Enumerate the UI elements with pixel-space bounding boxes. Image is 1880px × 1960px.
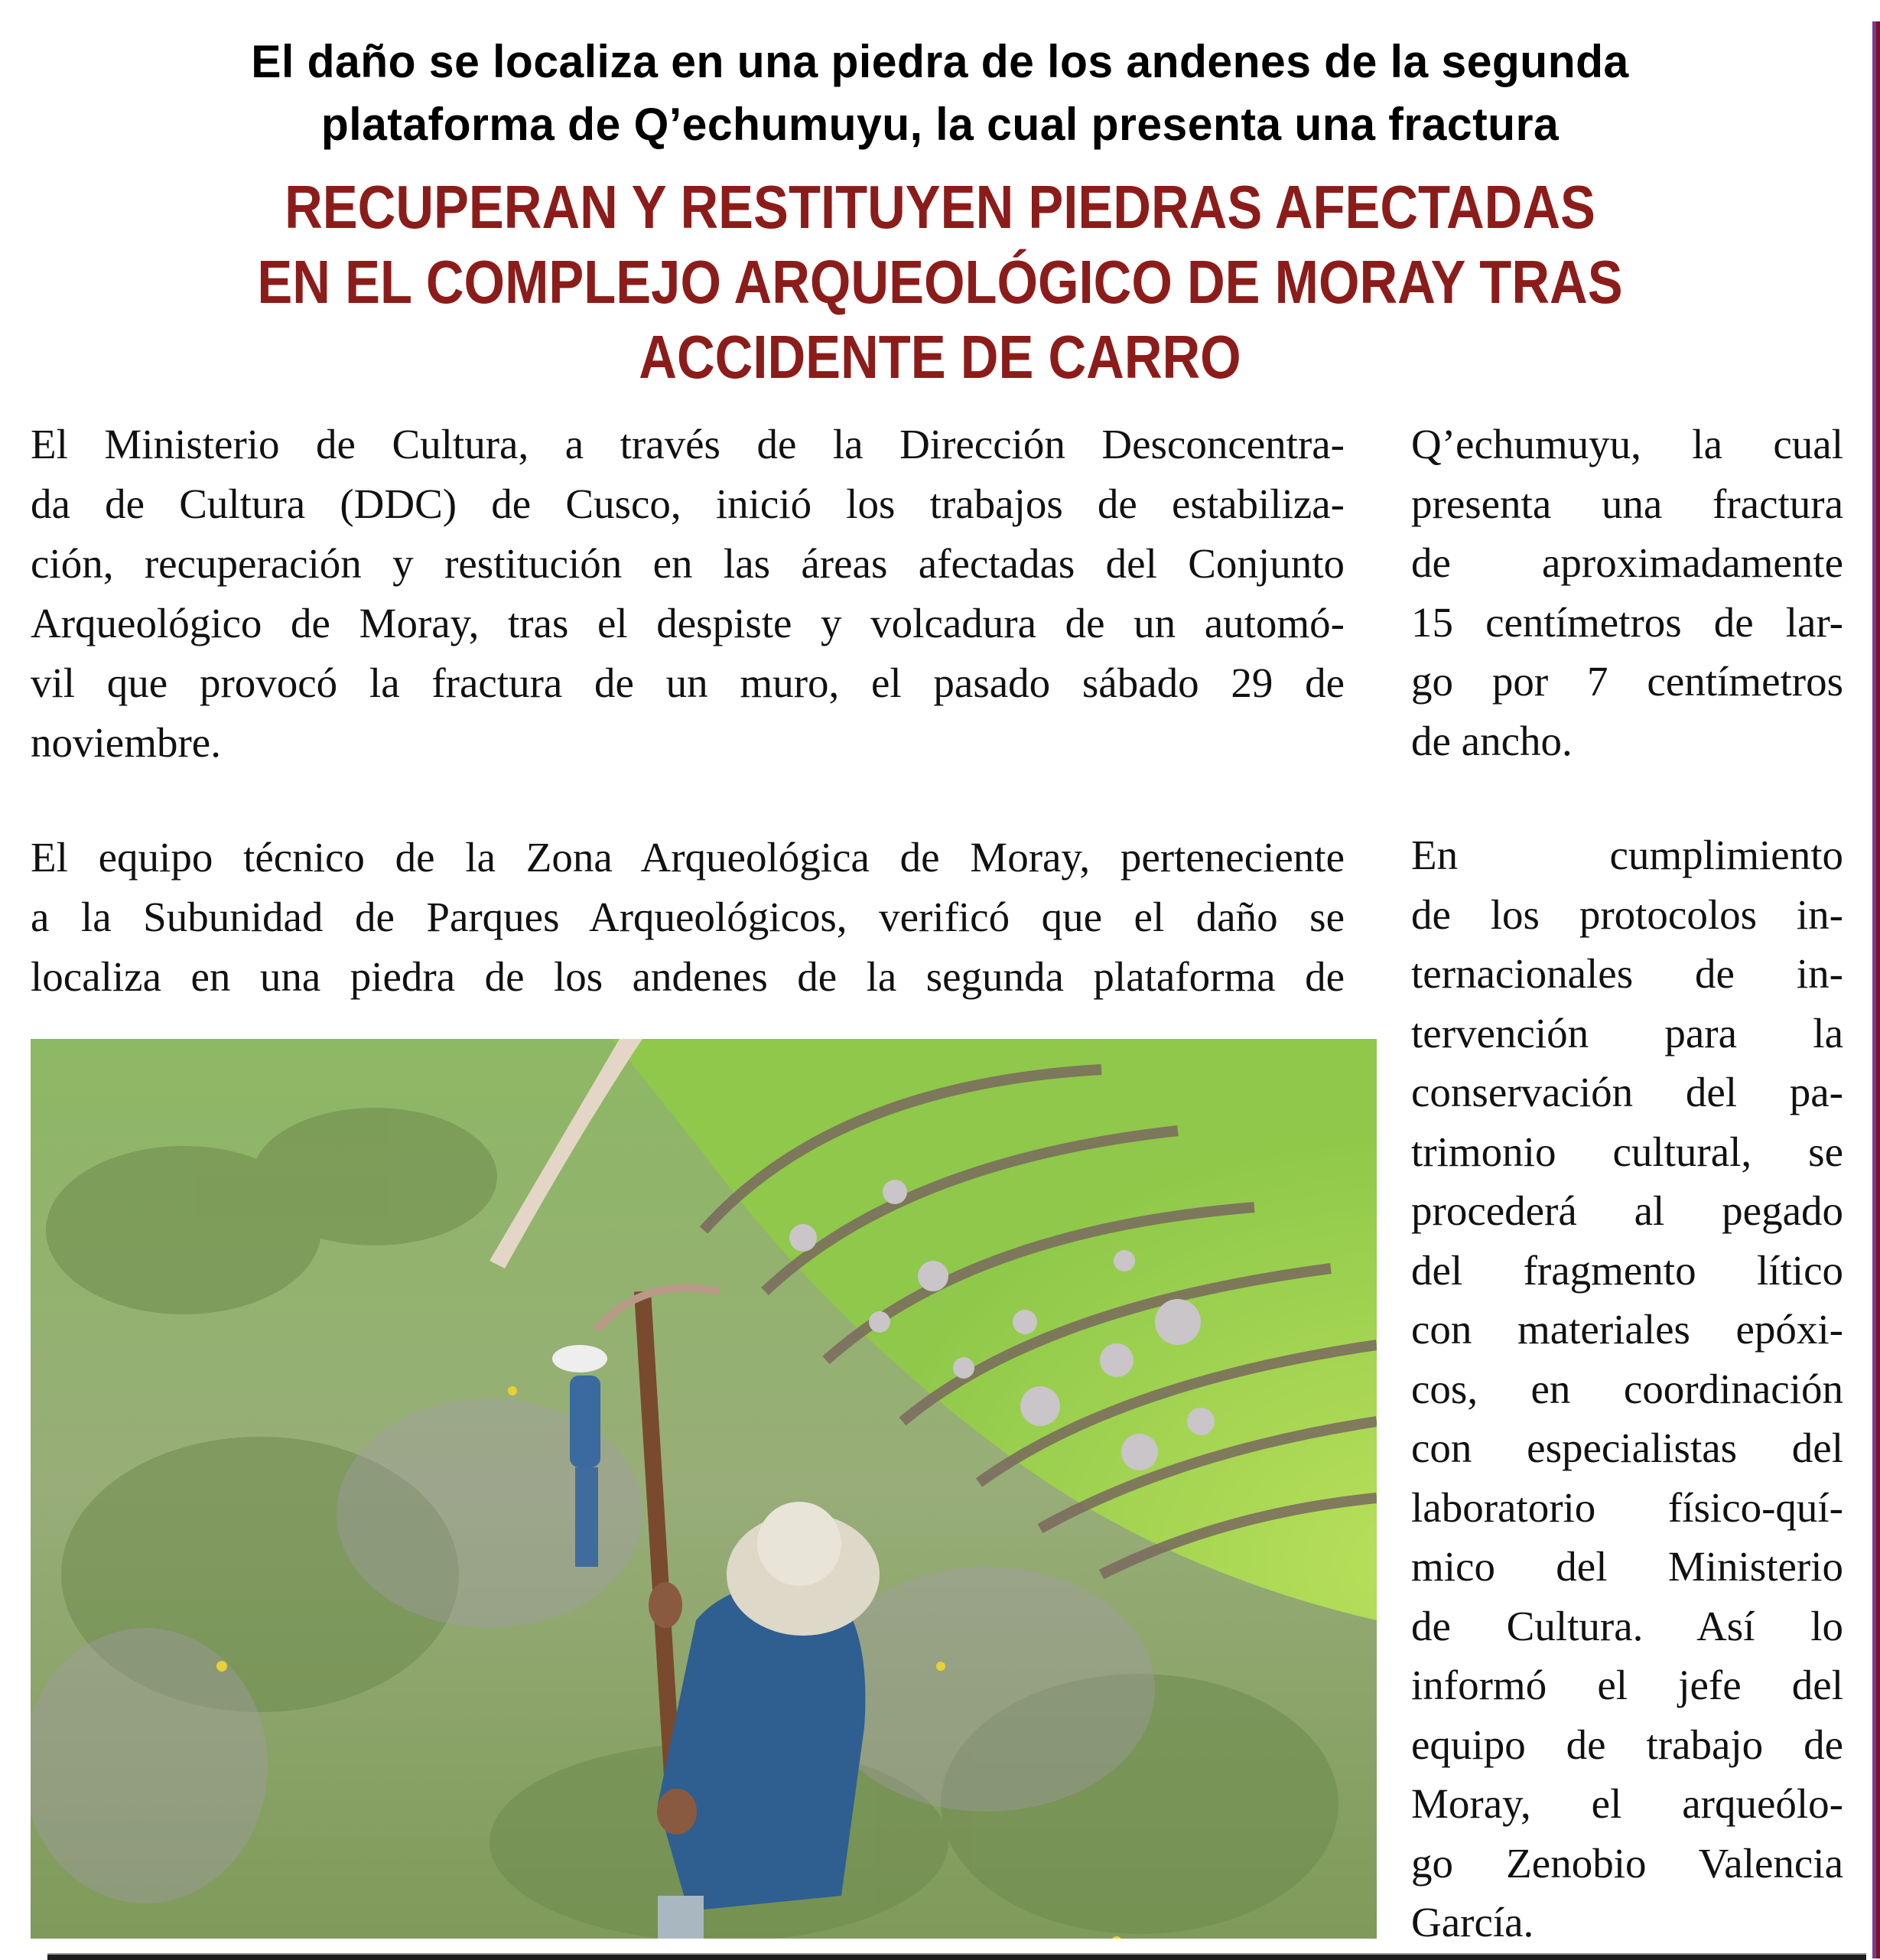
text-line: go por 7 centímetros — [1411, 658, 1843, 705]
text-line: cos, en coordinación — [1411, 1365, 1843, 1412]
kicker-line: plataforma de Q’echumuyu, la cual presenta una fractura — [320, 99, 1560, 150]
paragraph — [31, 415, 1345, 773]
text-line: laboratorio físico-quí- — [1411, 1483, 1843, 1531]
text-line: equipo de trabajo de — [1411, 1721, 1843, 1768]
bottom-rule — [47, 1953, 1866, 1960]
text-line: go Zenobio Valencia — [1411, 1839, 1843, 1887]
kicker — [19, 31, 1862, 156]
article-left-column — [31, 415, 1345, 1007]
headline-line: RECUPERAN Y RESTITUYEN PIEDRAS AFECTADAS — [285, 173, 1595, 241]
article-right-column — [1411, 415, 1843, 1952]
headline — [0, 170, 1880, 395]
kicker-line: El daño se localiza en una piedra de los andenes de la segunda — [251, 36, 1629, 87]
text-line: de Cultura. Así lo — [1411, 1602, 1843, 1649]
text-line: García. — [1411, 1899, 1534, 1945]
text-line: Moray, el arqueólo- — [1411, 1780, 1843, 1827]
text-line: trimonio cultural, se — [1411, 1128, 1843, 1175]
text-line: a la Subunidad de Parques Arqueológicos, verificó que el daño se — [31, 894, 1345, 940]
text-line: conservación del pa- — [1411, 1069, 1843, 1115]
text-line: con materiales epóxi- — [1411, 1306, 1843, 1353]
text-line: del fragmento lítico — [1411, 1246, 1843, 1294]
text-line: ción, recuperación y restitución en las áreas afectadas del Conjunto — [31, 540, 1345, 587]
text-line: noviembre. — [31, 719, 221, 766]
text-line: da de Cultura (DDC) de Cusco, inició los trabajos de estabiliza- — [31, 480, 1345, 527]
text-line: de los protocolos in- — [1411, 890, 1843, 938]
text-line: informó el jefe del — [1411, 1662, 1843, 1708]
text-line: Arqueológico de Moray, tras el despiste y volcadura de un automó- — [31, 600, 1345, 646]
paragraph — [1411, 415, 1843, 770]
text-line: tervención para la — [1411, 1009, 1843, 1057]
text-line: Q’echumuyu, la cual — [1411, 421, 1843, 467]
text-line: vil que provocó la fractura de un muro, el pasado sábado 29 de — [31, 659, 1345, 706]
text-line: ternacionales de in- — [1411, 950, 1843, 997]
text-line: de ancho. — [1411, 717, 1573, 764]
text-line: El equipo técnico de la Zona Arqueológica de Moray, perteneciente — [31, 834, 1345, 881]
paragraph — [1411, 825, 1843, 1952]
text-line: procederá al pegado — [1411, 1187, 1843, 1234]
text-line: mico del Ministerio — [1411, 1543, 1843, 1590]
text-line: localiza en una piedra de los andenes de la segunda plataforma de — [31, 953, 1345, 1000]
text-line: En cumplimiento — [1411, 832, 1843, 878]
text-line: El Ministerio de Cultura, a través de la Dirección Desconcentra- — [31, 421, 1345, 467]
headline-line: EN EL COMPLEJO ARQUEOLÓGICO DE MORAY TRAS — [257, 248, 1623, 316]
headline-line: ACCIDENTE DE CARRO — [639, 323, 1241, 391]
article-photo — [31, 1039, 1377, 1939]
text-line: con especialistas del — [1411, 1424, 1843, 1471]
moray-terraces-photo — [31, 1039, 1377, 1939]
text-line: de aproximadamente — [1411, 539, 1843, 586]
text-line: presenta una fractura — [1411, 480, 1843, 527]
text-line: 15 centímetros de lar- — [1411, 598, 1843, 646]
paragraph — [31, 828, 1345, 1007]
